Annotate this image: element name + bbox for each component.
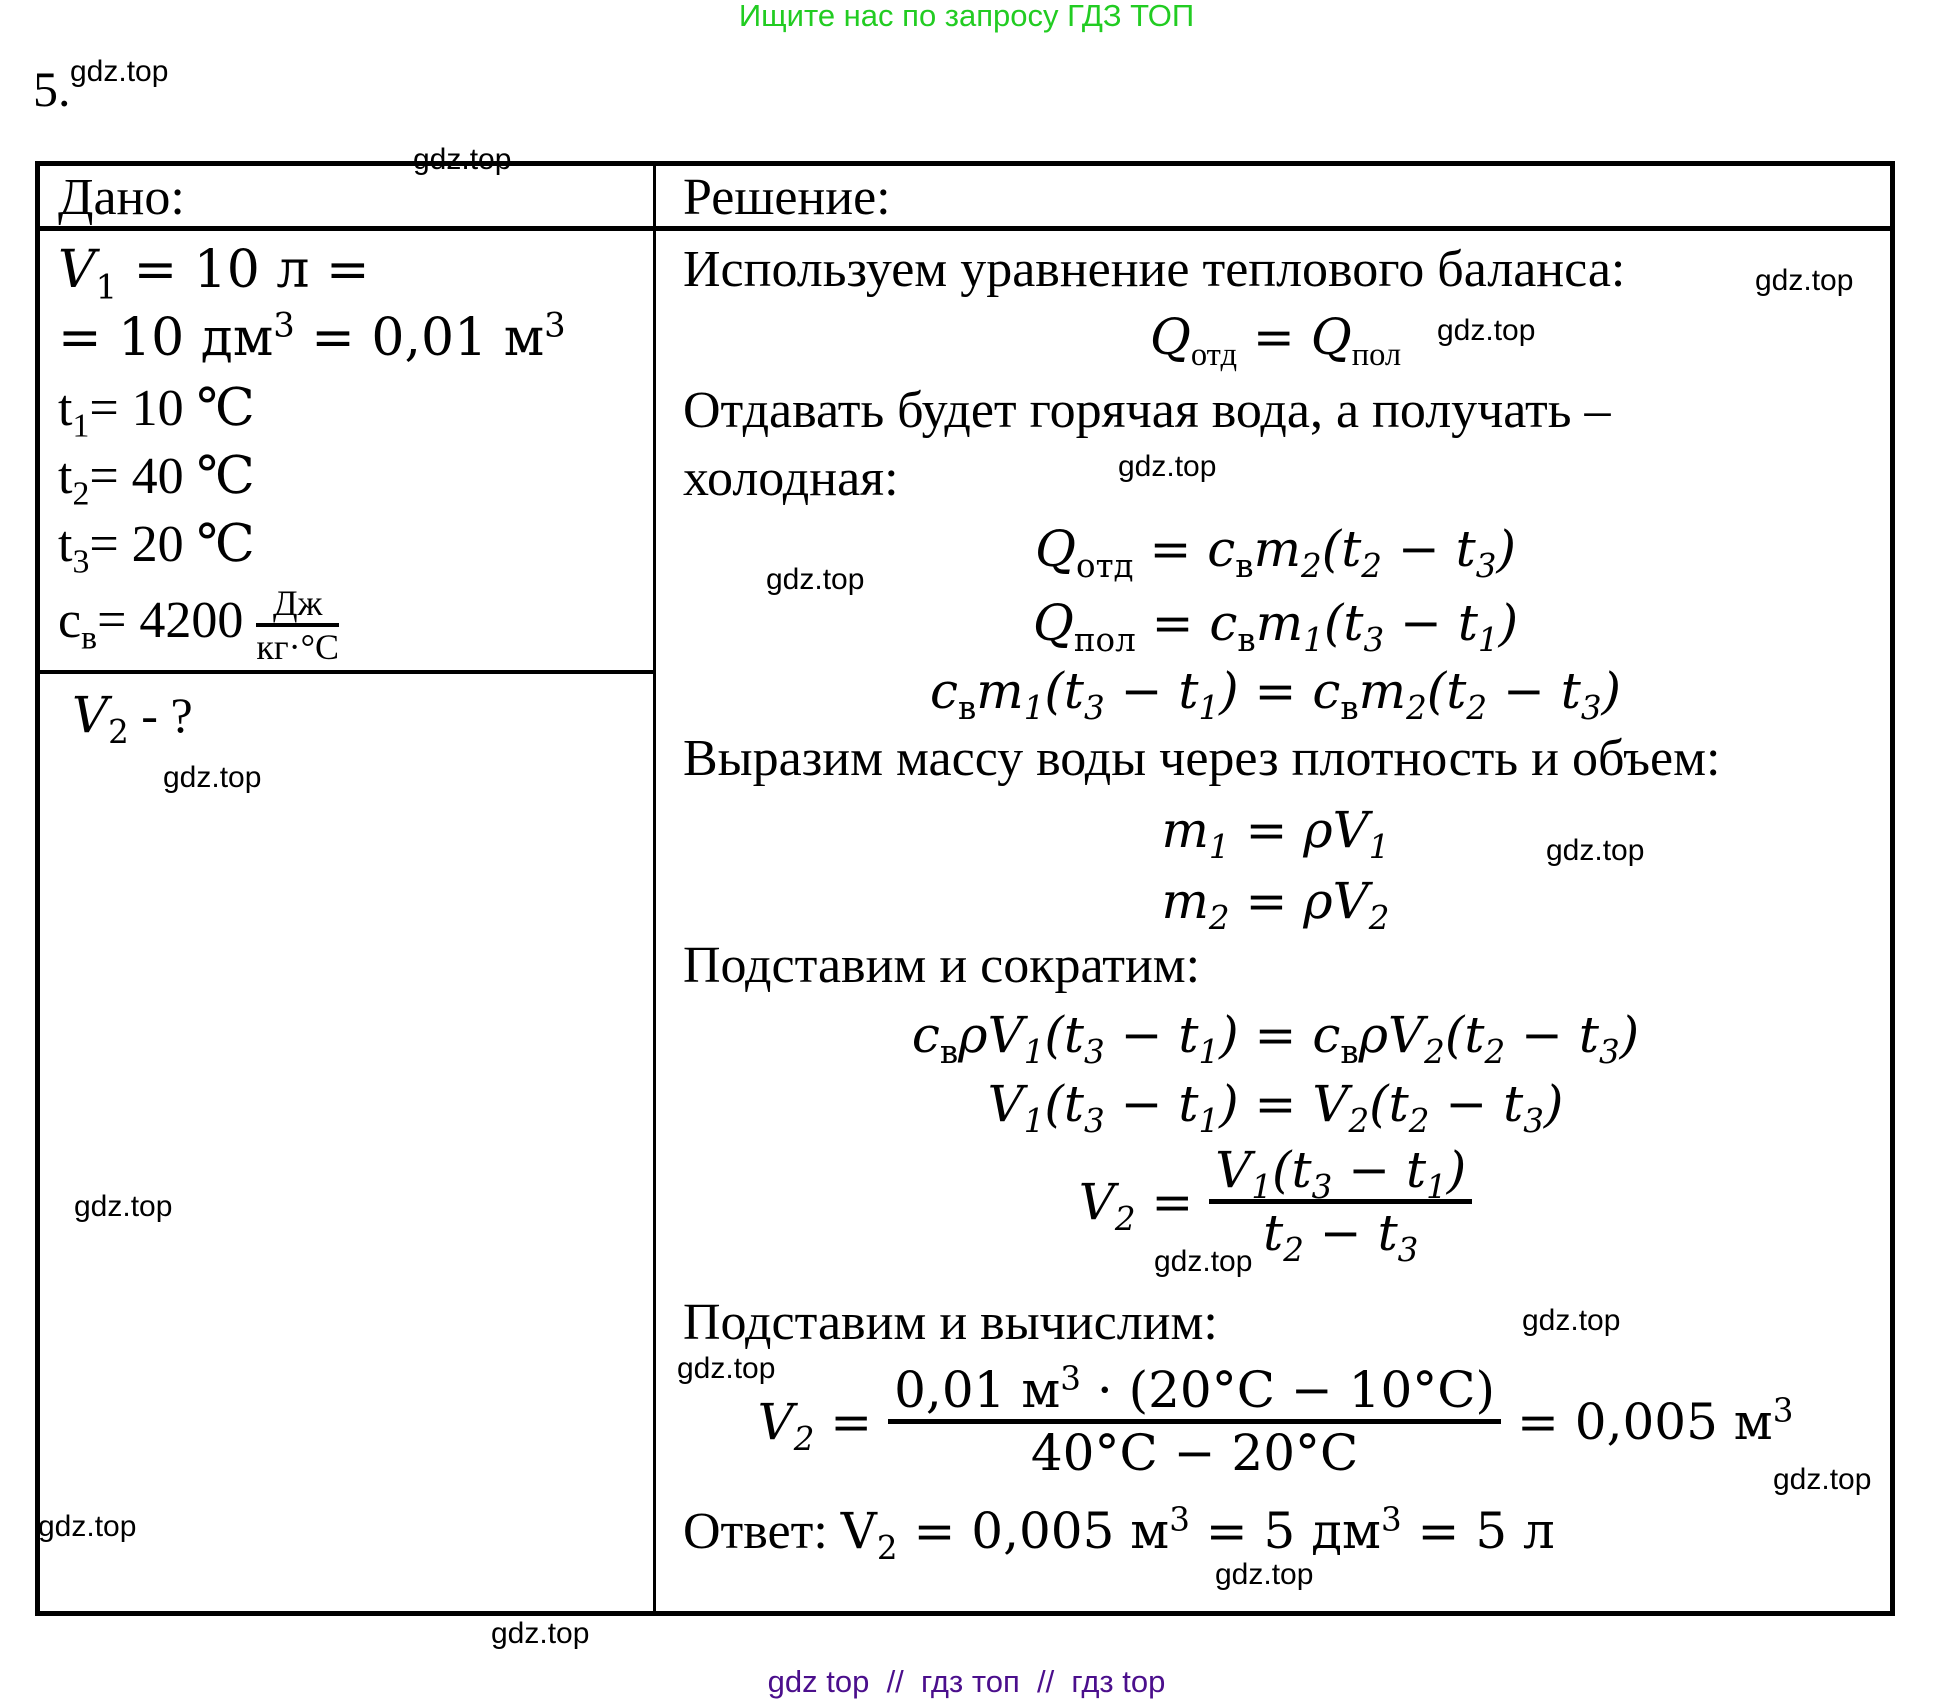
solution-compute: Подставим и вычислим: — [683, 1294, 1218, 1351]
given-header: Дано: — [58, 169, 185, 226]
given-v1-sup1: 3 — [273, 305, 295, 345]
given-t1-value: = 10 ℃ — [89, 380, 255, 437]
eq-sub1: $c_в\rho V_1(t_3 - t_1) = c_в\rho V_2(t_2 - t_3)$ — [911, 1006, 1640, 1071]
given-v1-line2 — [58, 305, 566, 368]
answer-line — [683, 1500, 1555, 1567]
given-find-divider — [35, 670, 655, 674]
solution-hot-cold-2: холодная: — [683, 450, 899, 507]
eq-v2-numerator: $V_1(t_3 - t_1)$ — [1215, 1141, 1467, 1206]
find-v2 — [72, 686, 193, 751]
problem-number: 5. — [33, 61, 71, 117]
solution-substitute: Подставим и сократим: — [683, 937, 1201, 994]
calc-fraction — [888, 1359, 1501, 1482]
eq-equal: $c_вm_1(t_3 - t_1) = c_вm_2(t_2 - t_3)$ — [929, 662, 1622, 727]
calc-denominator: 40°C − 20°C — [1030, 1424, 1359, 1482]
given-t3-sub: 3 — [72, 543, 90, 581]
eq-m2: $m_2 = \rho V_2$ — [1161, 872, 1390, 937]
watermark: gdz.top — [1522, 1304, 1621, 1337]
find-var: V — [72, 686, 109, 744]
eq-m1: $m_1 = \rho V_1$ — [1161, 801, 1390, 866]
find-sub: 2 — [108, 713, 129, 751]
eq-v2-denominator: $t_2 - t_3$ — [1263, 1204, 1419, 1269]
watermark: gdz.top — [38, 1510, 137, 1543]
footer-links: gdz top // гдз топ // гдз top — [767, 1664, 1166, 1699]
given-v1-sub: 1 — [95, 267, 118, 307]
given-t3 — [58, 516, 255, 581]
given-t2-value: = 40 ℃ — [89, 448, 255, 505]
solution-intro: Используем уравнение теплового баланса: — [683, 241, 1626, 298]
eq-balance-a: Q — [1149, 308, 1191, 366]
given-c — [58, 585, 339, 665]
watermark: gdz.top — [1773, 1463, 1872, 1496]
watermark: gdz.top — [1755, 264, 1854, 297]
search-banner: Ищите нас по запросу ГДЗ ТОП — [738, 0, 1195, 33]
watermark: gdz.top — [70, 55, 169, 88]
watermark: gdz.top — [163, 761, 262, 794]
solution-express: Выразим массу воды через плотность и объем: — [683, 730, 1721, 787]
eq-balance-eq: = — [1237, 308, 1311, 366]
find-rest: - ? — [128, 687, 193, 743]
given-t3-value: = 20 ℃ — [89, 516, 255, 573]
given-v1-dm: = 10 дм — [58, 308, 274, 368]
unit-numerator: Дж — [273, 583, 323, 623]
unit-denominator: кг·°C — [256, 627, 340, 667]
solution-hot-cold-1: Отдавать будет горячая вода, а получать – — [683, 382, 1611, 439]
given-v1-sup2: 3 — [544, 305, 566, 345]
given-c-unit — [256, 585, 339, 665]
given-v1-rest: = 10 л = — [117, 240, 370, 300]
given-t1-var: t — [58, 380, 73, 437]
answer-label: Ответ: — [683, 1503, 841, 1560]
calc-lhs: $V_2$ = — [757, 1392, 873, 1458]
given-c-var: c — [58, 591, 82, 649]
eq-balance-a-sub: отд — [1190, 337, 1237, 373]
given-c-sub: в — [81, 619, 98, 657]
watermark: gdz.top — [677, 1352, 776, 1385]
eq-v2-fraction — [1209, 1141, 1472, 1269]
header-divider — [35, 226, 1895, 231]
given-t2 — [58, 448, 255, 513]
eq-balance — [656, 308, 1895, 373]
given-t3-var: t — [58, 516, 73, 573]
given-t2-sub: 2 — [72, 475, 90, 513]
eq-balance-b-sub: пол — [1351, 337, 1402, 373]
eq-q-otd: $Q_{отд} = c_вm_2(t_2 - t_3)$ — [1035, 520, 1516, 585]
eq-balance-b: Q — [1310, 308, 1352, 366]
calc-result: = 0,005 $м^3$ — [1516, 1390, 1794, 1451]
given-t2-var: t — [58, 448, 73, 505]
eq-sub2: $V_1(t_3 - t_1) = V_2(t_2 - t_3)$ — [987, 1075, 1564, 1140]
answer-expression: $V_2 = 0,005$ $м^3 = 5$ $дм^3 = 5$ л — [840, 1500, 1555, 1567]
given-v1-line1 — [58, 240, 370, 307]
given-v1-m: = 0,01 м — [294, 308, 545, 368]
watermark: gdz.top — [1546, 834, 1645, 867]
given-c-value: = 4200 — [97, 591, 257, 649]
watermark: gdz.top — [1118, 450, 1217, 483]
solution-header: Решение: — [683, 169, 891, 226]
watermark: gdz.top — [1154, 1245, 1253, 1278]
watermark: gdz.top — [1437, 314, 1536, 347]
given-t1-sub: 1 — [72, 407, 90, 445]
watermark: gdz.top — [413, 143, 512, 176]
watermark: gdz.top — [491, 1617, 590, 1650]
eq-q-pol: $Q_{пол} = c_вm_1(t_3 - t_1)$ — [1032, 594, 1519, 659]
given-t1 — [58, 380, 255, 445]
watermark: gdz.top — [74, 1190, 173, 1223]
eq-v2-lhs: $V_2$ = — [1078, 1172, 1194, 1238]
watermark: gdz.top — [1215, 1558, 1314, 1591]
calc-numerator: 0,01 $м^3 \cdot (20^\circ C - 10^\circ C)$ — [894, 1359, 1496, 1419]
watermark: gdz.top — [766, 563, 865, 596]
given-v1-var: V — [58, 240, 96, 300]
